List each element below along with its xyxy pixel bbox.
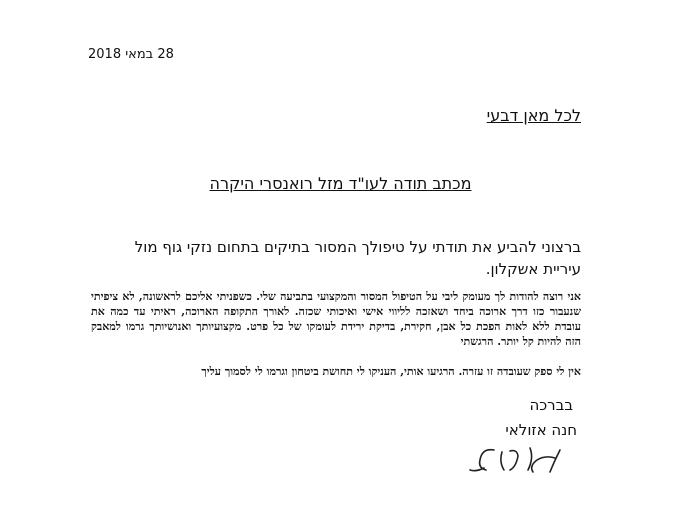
letter-date: 28 במאי 2018: [88, 47, 174, 62]
handwritten-signature: [460, 440, 570, 480]
letter-addressee: לכל מאן דבעי: [486, 106, 581, 125]
letter-closing: בברכה: [529, 396, 573, 414]
letter-subject-line: [0, 174, 681, 193]
letter-paragraph-body: אני רוצה להודות לך מעומק ליבי על הטיפול המסור והמקצועי בתביעה שלי. כשפניתי אליכם לראשונה, לא ציפיתי שנעבור כזו דרך ארוכה ביחד ושאזכה לליווי אישי ואיכותי שכזה. לאורך התקופה הארוכה, ראיתי עד כמה את עובדת ללא לאות הפכת כל אבן, חקירת, בדיקת ירידת לעומקו של כל פרט. מקצועיותך ואנושיותך גרמו למאבק הזה להיות קל יותר. הרגשתי: [91, 290, 581, 348]
letter-paragraph-intro: ברצוני להביע את תודתי על טיפולך המסור בתיקים בתחום נזקי גוף מול עיריית אשקלון.: [134, 238, 581, 278]
letter-paragraph-closing: אין לי ספק שעובדה זו עזרה. הרגיעו אותי, העניקו לי תחושת ביטחון וגרמו לי לסמוך עליך: [201, 365, 581, 378]
letter-subject: מכתב תודה לעו"ד מזל רואנסרי היקרה: [209, 174, 472, 193]
signer-name: חנה אזולאי: [505, 421, 577, 439]
